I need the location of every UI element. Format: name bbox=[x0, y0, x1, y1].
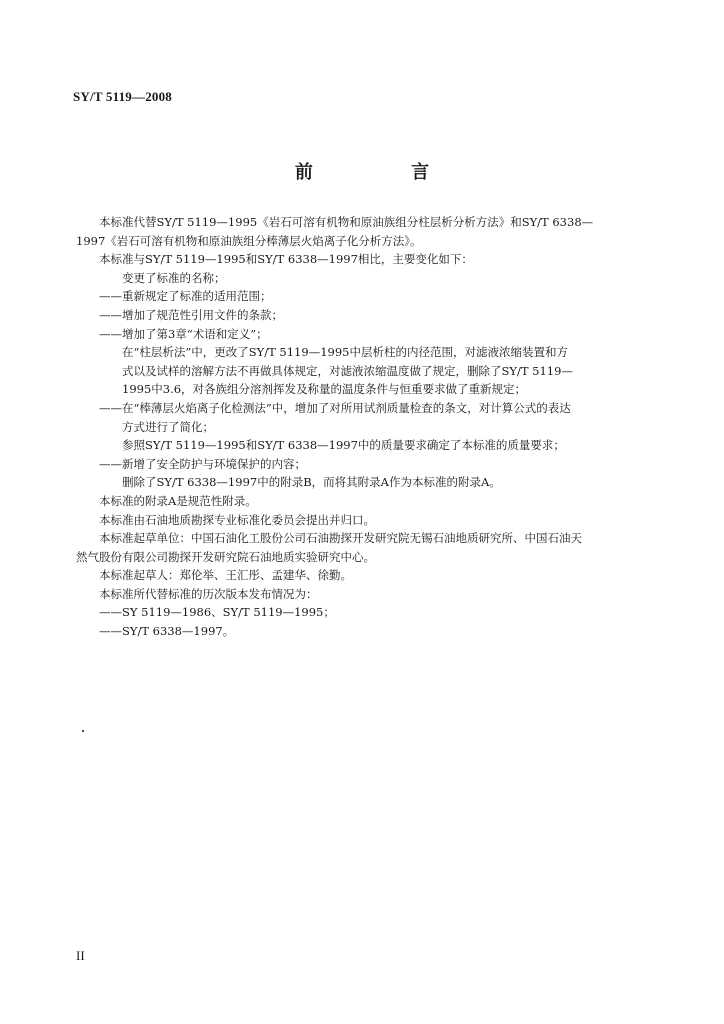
list-item-scope: ——重新规定了标准的适用范围； bbox=[99, 289, 272, 304]
paragraph-proposed-by: 本标准由石油地质勘探专业标准化委员会提出并归口。 bbox=[99, 512, 375, 527]
list-item-safety: ——新增了安全防护与环境保护的内容； bbox=[99, 456, 306, 471]
paragraph-drafting-units: 本标准起草单位：中国石油化工股份公司石油勘探开发研究院无锡石油地质研究所、中国石油天 bbox=[99, 531, 582, 546]
paragraph-annex-normative: 本标准的附录A是规范性附录。 bbox=[99, 493, 257, 508]
page-title: 前 言 bbox=[294, 162, 476, 183]
standard-code: SY/T 5119—2008 bbox=[73, 89, 172, 104]
list-item-column-method-cont-2: 1995中3.6，对各族组分溶剂挥发及称量的温度条件与恒重要求做了重新规定； bbox=[122, 382, 527, 397]
list-item-name-change: 变更了标准的名称； bbox=[122, 270, 226, 285]
paragraph-drafting-units-cont: 然气股份有限公司勘探开发研究院石油地质实验研究中心。 bbox=[76, 549, 375, 564]
paragraph-supersedes: 本标准代替SY/T 5119—1995《岩石可溶有机物和原油族组分柱层析分析方法》和SY/T 6338— bbox=[99, 215, 594, 229]
paragraph-drafters: 本标准起草人：郑伦举、王汇彤、孟建华、徐勤。 bbox=[99, 568, 352, 583]
list-item-annex: 删除了SY/T 6338—1997中的附录B，而将其附录A作为本标准的附录A。 bbox=[122, 475, 501, 490]
page-number: II bbox=[76, 948, 85, 963]
paragraph-changes-intro: 本标准与SY/T 5119—1995和SY/T 6338—1997相比，主要变化如下： bbox=[99, 252, 473, 267]
list-item-quality: 参照SY/T 5119—1995和SY/T 6338—1997中的质量要求确定了本标准的质量要求； bbox=[122, 438, 565, 453]
list-item-tlc-fid: ——在“棒薄层火焰离子化检测法”中，增加了对所用试剂质量检查的条文，对计算公式的表达 bbox=[99, 400, 571, 415]
list-item-terms: ——增加了第3章“术语和定义”； bbox=[99, 326, 268, 341]
list-item-history-2: ——SY/T 6338—1997。 bbox=[99, 624, 235, 639]
list-item-column-method: 在“柱层析法”中，更改了SY/T 5119—1995中层析柱的内径范围，对滤液浓缩装置和方 bbox=[122, 345, 568, 360]
scan-artifact-dot bbox=[82, 730, 84, 732]
list-item-tlc-fid-cont: 方式进行了简化； bbox=[122, 419, 214, 434]
paragraph-history-intro: 本标准所代替标准的历次版本发布情况为： bbox=[99, 586, 318, 601]
list-item-column-method-cont-1: 式以及试样的溶解方法不再做具体规定，对滤液浓缩温度做了规定，删除了SY/T 5119— bbox=[122, 363, 573, 378]
preface-body bbox=[76, 213, 648, 641]
list-item-normative-refs: ——增加了规范性引用文件的条款； bbox=[99, 307, 283, 322]
list-item-history-1: ——SY 5119—1986、SY/T 5119—1995； bbox=[99, 605, 335, 620]
paragraph-supersedes-cont: 1997《岩石可溶有机物和原油族组分棒薄层火焰离子化分析方法》。 bbox=[76, 233, 422, 248]
